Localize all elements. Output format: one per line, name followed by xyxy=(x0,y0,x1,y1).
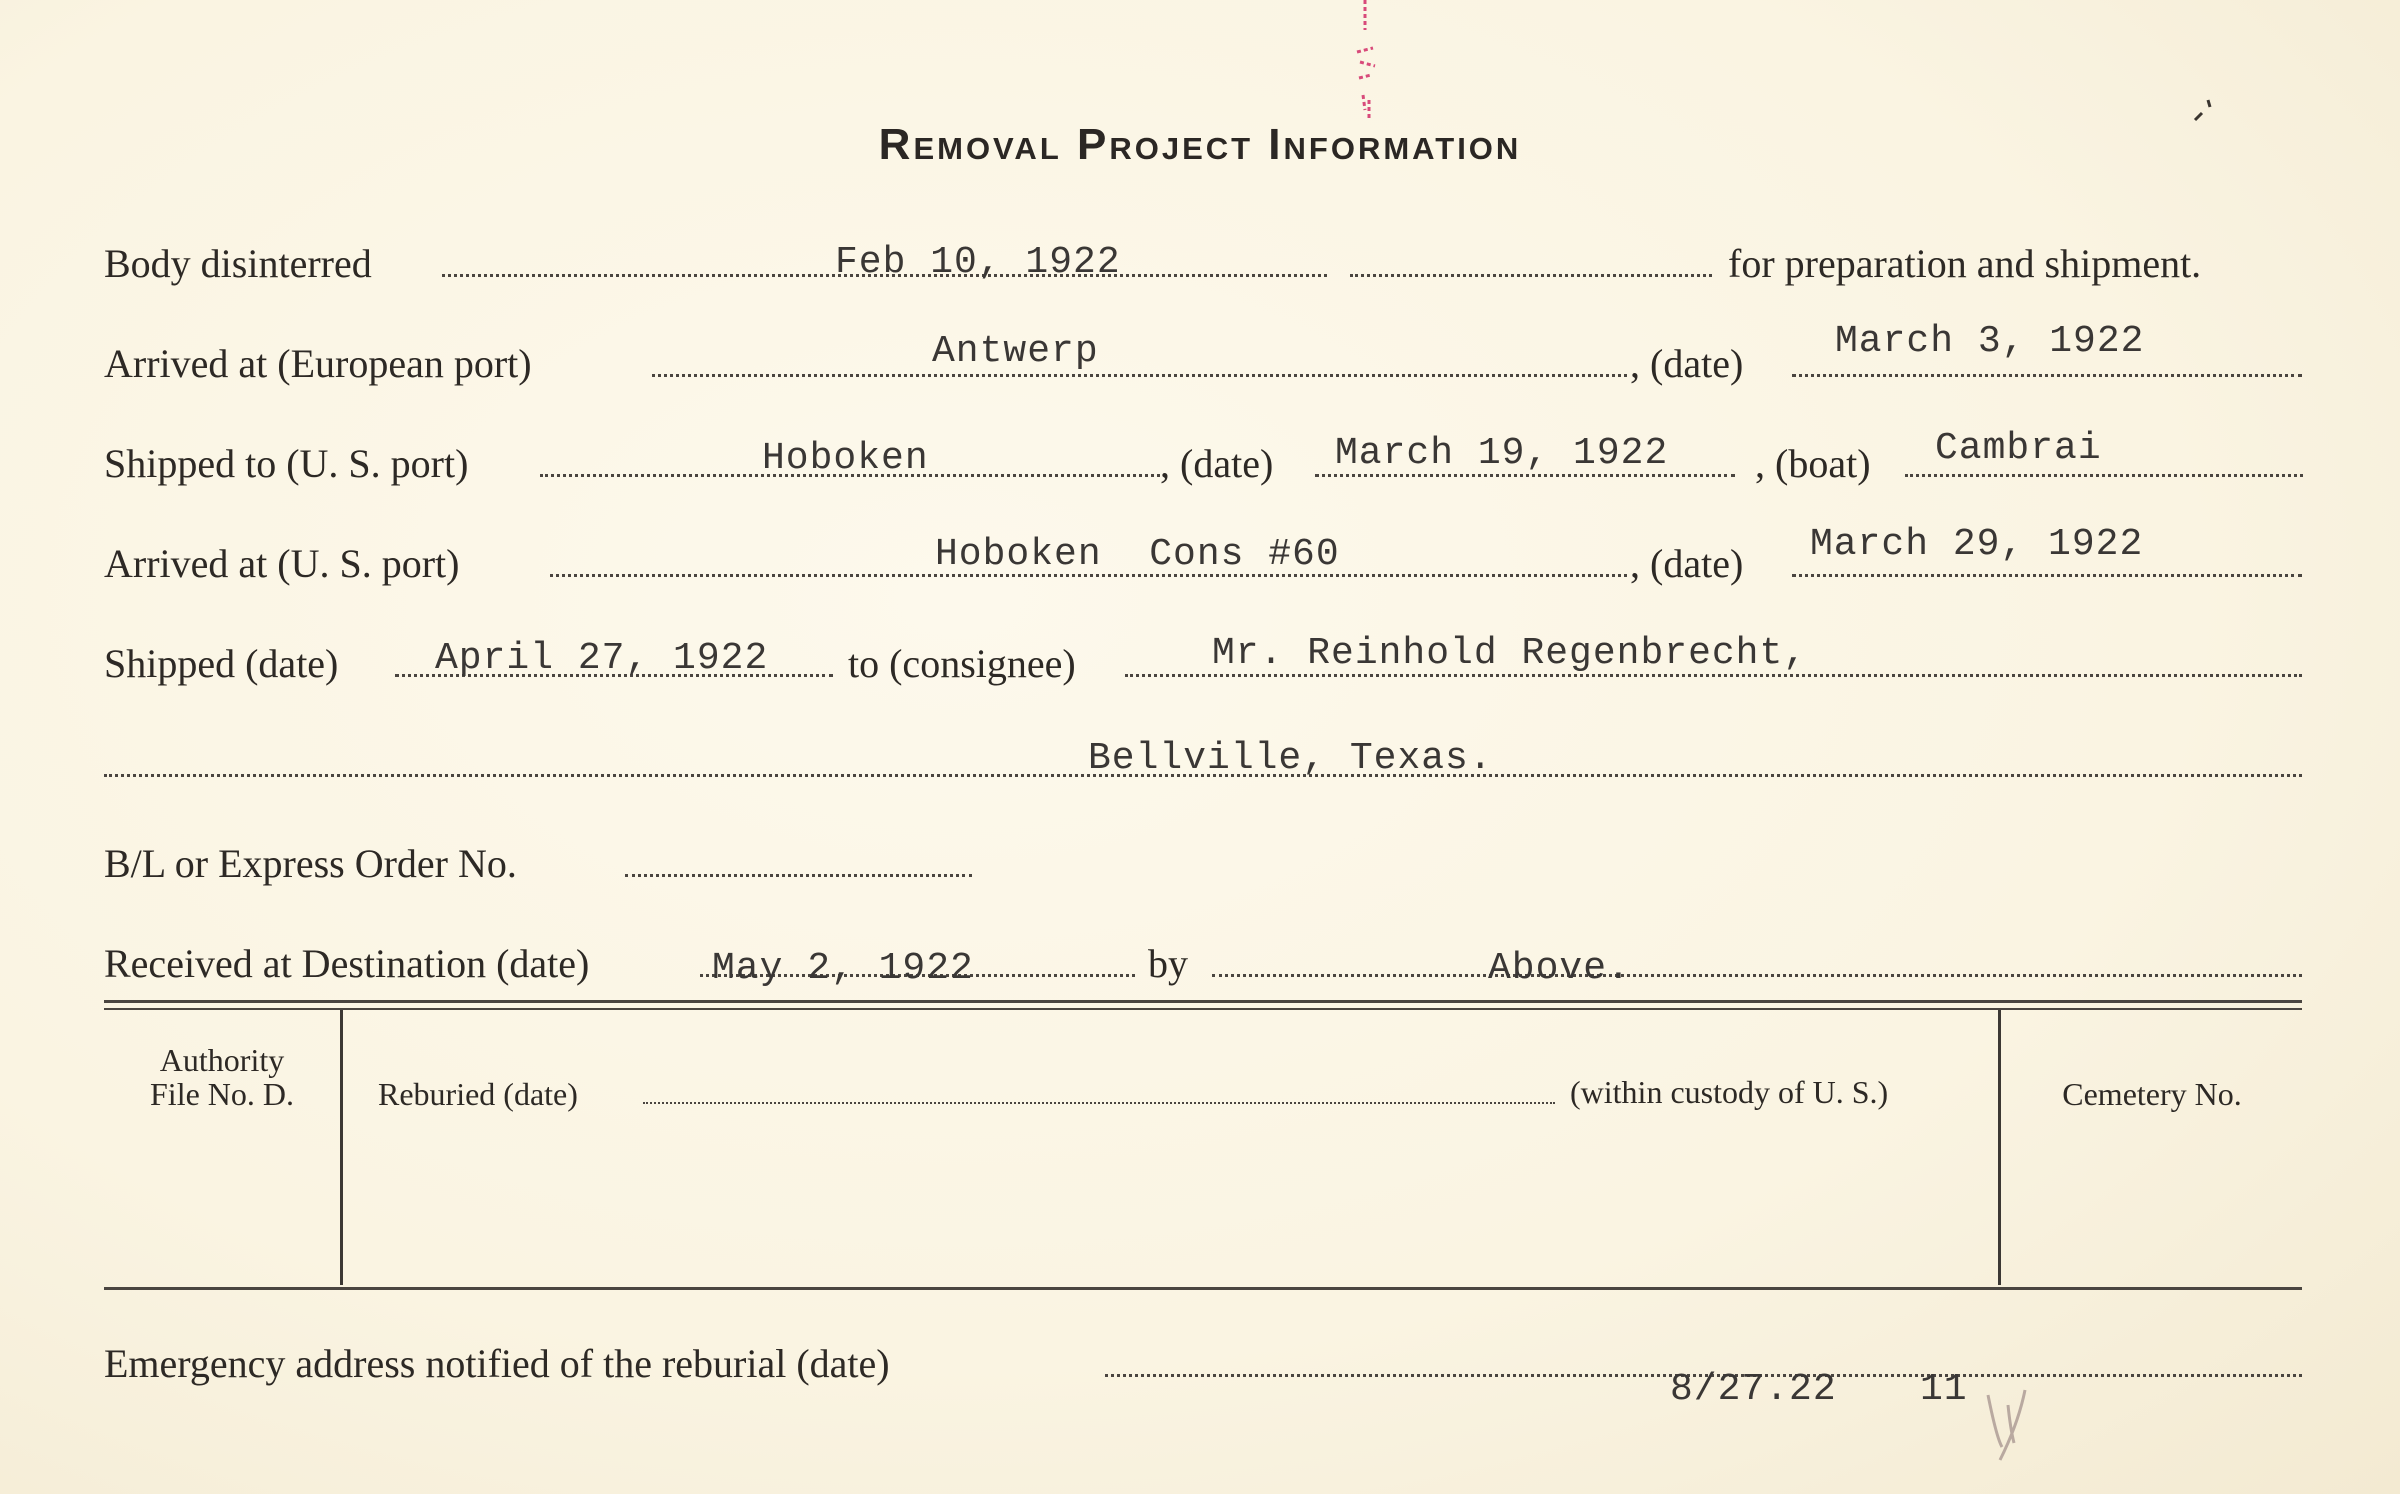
arrived-us-date-label: , (date) xyxy=(1630,541,1744,586)
shipped-us-boat-line xyxy=(1905,474,2303,477)
shipped-us-label: Shipped to (U. S. port) xyxy=(104,441,469,486)
received-date: May 2, 1922 xyxy=(712,947,974,990)
arrived-european-line xyxy=(652,374,1627,377)
reburied-line xyxy=(643,1102,1555,1104)
box-top-rule-2 xyxy=(104,1008,2302,1010)
shipped-us-port: Hoboken xyxy=(762,437,929,480)
handwritten-initials-mark xyxy=(1980,1385,2040,1465)
shipped-us-date-label: , (date) xyxy=(1160,441,1274,486)
box-bottom-rule xyxy=(104,1287,2302,1290)
arrived-european-date: March 3, 1922 xyxy=(1835,320,2145,363)
consignee-address: Bellville, Texas. xyxy=(1088,737,1493,780)
body-disinterred-label: Body disinterred xyxy=(104,241,372,286)
arrived-european-port: Antwerp xyxy=(932,330,1099,373)
arrived-european-label: Arrived at (European port) xyxy=(104,341,532,386)
arrived-us-date: March 29, 1922 xyxy=(1810,523,2144,566)
arrived-european-date-line xyxy=(1792,374,2302,377)
pink-stamp-mark xyxy=(1345,0,1385,125)
body-disinterred-value: Feb 10, 1922 xyxy=(835,241,1121,284)
emergency-value: 8/27.22 xyxy=(1670,1368,1837,1411)
received-by-line xyxy=(1212,974,2302,977)
authority-label-line1: Authority xyxy=(159,1042,285,1078)
received-by: Above. xyxy=(1488,947,1631,990)
received-label: Received at Destination (date) xyxy=(104,941,590,986)
shipped-date: April 27, 1922 xyxy=(435,637,769,680)
arrived-us-port: Hoboken Cons #60 xyxy=(935,533,1340,576)
shipped-us-boat-label: , (boat) xyxy=(1755,441,1871,486)
box-divider-left xyxy=(340,1010,343,1285)
shipped-us-date: March 19, 1922 xyxy=(1335,432,1669,475)
received-by-label: by xyxy=(1148,941,1188,986)
custody-label: (within custody of U. S.) xyxy=(1570,1074,1889,1110)
box-divider-right xyxy=(1998,1010,2001,1285)
box-top-rule xyxy=(104,1000,2302,1003)
arrived-us-label: Arrived at (U. S. port) xyxy=(104,541,460,586)
consignee-label: to (consignee) xyxy=(848,641,1076,686)
shipped-us-boat: Cambrai xyxy=(1935,427,2102,470)
cemetery-label: Cemetery No. xyxy=(2062,1076,2242,1112)
emergency-label: Emergency address notified of the reburial (date) xyxy=(104,1341,890,1386)
arrived-european-date-label: , (date) xyxy=(1630,341,1744,386)
authority-label-line2: File No. D. xyxy=(150,1076,294,1112)
emergency-code: 11 xyxy=(1920,1368,1968,1411)
consignee-name: Mr. Reinhold Regenbrecht, xyxy=(1212,632,1808,675)
arrived-us-date-line xyxy=(1792,574,2302,577)
body-disinterred-line-2 xyxy=(1350,274,1712,277)
reburied-label: Reburied (date) xyxy=(378,1076,578,1112)
bl-label: B/L or Express Order No. xyxy=(104,841,517,886)
card-title: Removal Project Information xyxy=(878,120,1522,169)
bl-line xyxy=(625,874,972,877)
body-disinterred-suffix: for preparation and shipment. xyxy=(1728,241,2202,286)
shipped-date-label: Shipped (date) xyxy=(104,641,339,686)
